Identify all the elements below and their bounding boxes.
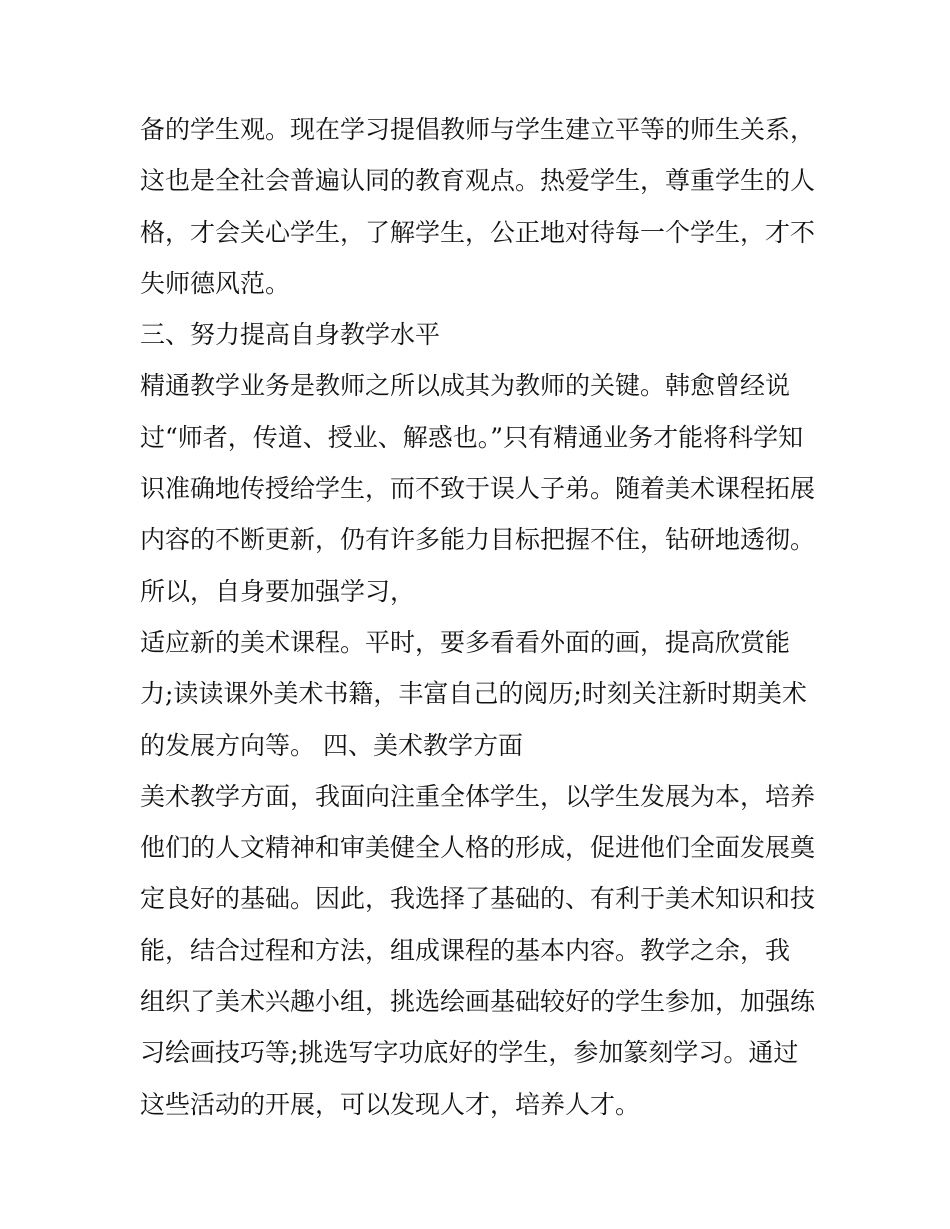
text-line: 适应新的美术课程。平时，要多看看外面的画，提高欣赏能	[140, 627, 791, 657]
text-line: 备的学生观。现在学习提倡教师与学生建立平等的师生关系，	[140, 115, 816, 144]
text-line: 这也是全社会普遍认同的教育观点。热爱学生，尊重学生的人	[140, 166, 816, 196]
text-line: 精通教学业务是教师之所以成其为教师的关键。韩愈曾经说	[140, 371, 791, 401]
text-line: 组织了美术兴趣小组，挑选绘画基础较好的学生参加，加强练	[140, 987, 816, 1017]
text-line: 美术教学方面，我面向注重全体学生，以学生发展为本，培养	[140, 781, 816, 811]
text-line: 定良好的基础。因此，我选择了基础的、有利于美术知识和技	[140, 884, 816, 914]
text-line: 的发展方向等。 四、美术教学方面	[140, 730, 523, 760]
text-line: 格，才会关心学生，了解学生，公正地对待每一个学生，才不	[140, 217, 816, 247]
text-line: 过“师者，传道、授业、解惑也。”只有精通业务才能将科学知	[140, 422, 804, 452]
text-line: 力;读读课外美术书籍，丰富自己的阅历;时刻关注新时期美术	[140, 679, 807, 709]
text-line: 习绘画技巧等;挑选写字功底好的学生，参加篆刻学习。通过	[140, 1038, 799, 1068]
text-line: 所以，自身要加强学习，	[140, 576, 416, 606]
text-line: 能，结合过程和方法，组成课程的基本内容。教学之余，我	[140, 935, 791, 965]
text-line: 识准确地传授给学生，而不致于误人子弟。随着美术课程拓展	[140, 474, 816, 504]
text-line: 内容的不断更新，仍有许多能力目标把握不住，钻研地透彻。	[140, 525, 816, 555]
text-line: 他们的人文精神和审美健全人格的形成，促进他们全面发展奠	[140, 833, 816, 863]
text-line: 这些活动的开展，可以发现人才，培养人才。	[140, 1089, 641, 1119]
document-body	[140, 104, 830, 1130]
text-line: 失师德风范。	[140, 268, 291, 298]
section-heading: 三、努力提高自身教学水平	[140, 320, 441, 350]
